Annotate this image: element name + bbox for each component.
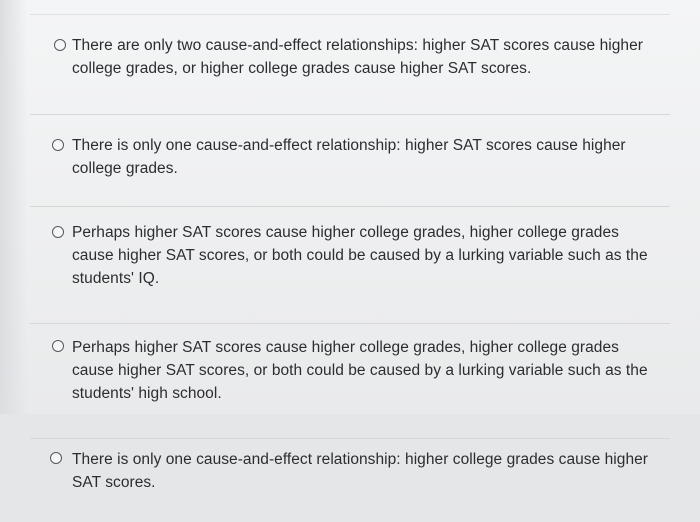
answer-option-2[interactable]	[30, 114, 670, 206]
answer-option-1[interactable]	[30, 14, 670, 114]
radio-button-icon[interactable]	[50, 452, 62, 464]
radio-button-icon[interactable]	[52, 340, 64, 352]
radio-button-icon[interactable]	[52, 139, 64, 151]
answer-option-5[interactable]	[30, 438, 670, 522]
page-edge-shadow	[0, 0, 28, 414]
radio-button-icon[interactable]	[52, 226, 64, 238]
radio-button-icon[interactable]	[54, 39, 66, 51]
answer-option-4[interactable]	[30, 323, 670, 438]
answer-option-label: Perhaps higher SAT scores cause higher college grades, higher college grades cause higher SAT scores, or both could be caused by a lurking variable such as the students' high school.	[72, 339, 648, 402]
answer-option-label: There are only two cause-and-effect relationships: higher SAT scores cause higher college grades, or higher college grades cause higher SAT scores.	[72, 37, 643, 77]
answer-option-label: There is only one cause-and-effect relationship: higher college grades cause higher SAT scores.	[72, 451, 648, 491]
answer-options-list	[30, 14, 670, 522]
answer-option-label: There is only one cause-and-effect relationship: higher SAT scores cause higher college grades.	[72, 137, 626, 177]
answer-option-label: Perhaps higher SAT scores cause higher college grades, higher college grades cause higher SAT scores, or both could be caused by a lurking variable such as the students' IQ.	[72, 224, 648, 287]
answer-option-3[interactable]	[30, 206, 670, 323]
